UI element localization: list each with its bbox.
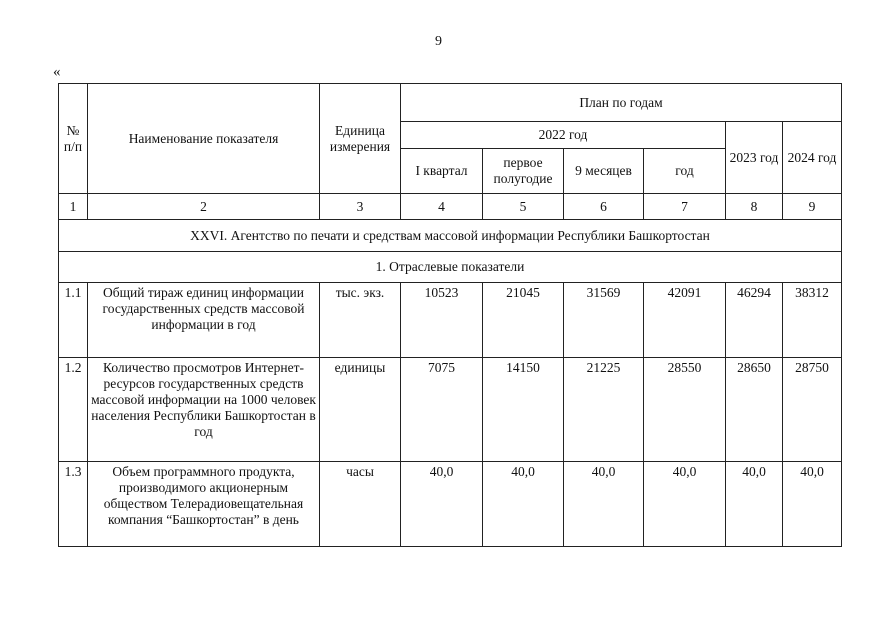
row-value-year: 42091 (644, 283, 726, 358)
col-number: 9 (783, 194, 842, 220)
row-num: 1.3 (59, 462, 88, 547)
header-row-1 (59, 84, 842, 122)
col-number: 4 (401, 194, 483, 220)
col-number: 1 (59, 194, 88, 220)
row-name: Количество просмотров Интернет-ресурсов государственных средств массовой информации на 1000 человек населения Республики Башкортостан в год (88, 358, 320, 462)
row-value-9m: 21225 (564, 358, 644, 462)
row-value-2024: 38312 (783, 283, 842, 358)
subsection-title: 1. Отраслевые показатели (59, 252, 842, 283)
row-unit: единицы (320, 358, 401, 462)
col-number: 3 (320, 194, 401, 220)
opening-quote-mark: « (53, 64, 61, 80)
row-value-q1: 7075 (401, 358, 483, 462)
row-value-half: 40,0 (483, 462, 564, 547)
row-num: 1.2 (59, 358, 88, 462)
header-year-2022: 2022 год (401, 122, 726, 149)
row-name: Объем программного продукта, производимого акционерным обществом Телерадиовещательная компания “Башкортостан” в день (88, 462, 320, 547)
row-value-year: 28550 (644, 358, 726, 462)
indicators-table (58, 83, 842, 547)
row-value-half: 21045 (483, 283, 564, 358)
row-num: 1.1 (59, 283, 88, 358)
row-unit: часы (320, 462, 401, 547)
row-value-2023: 46294 (726, 283, 783, 358)
row-value-2023: 28650 (726, 358, 783, 462)
header-num-col: № п/п (59, 84, 88, 194)
row-value-year: 40,0 (644, 462, 726, 547)
row-value-half: 14150 (483, 358, 564, 462)
row-value-q1: 40,0 (401, 462, 483, 547)
header-half-year: первое полугодие (483, 149, 564, 194)
column-numbers-row (59, 194, 842, 220)
col-number: 7 (644, 194, 726, 220)
header-year-2024: 2024 год (783, 122, 842, 194)
row-unit: тыс. экз. (320, 283, 401, 358)
header-plan-title: План по годам (401, 84, 842, 122)
col-number: 6 (564, 194, 644, 220)
col-number: 8 (726, 194, 783, 220)
row-value-9m: 40,0 (564, 462, 644, 547)
row-value-2024: 28750 (783, 358, 842, 462)
table-row (59, 358, 842, 462)
row-value-2023: 40,0 (726, 462, 783, 547)
table-row (59, 462, 842, 547)
section-row (59, 220, 842, 252)
header-unit-col: Единица измерения (320, 84, 401, 194)
table-row (59, 283, 842, 358)
row-value-2024: 40,0 (783, 462, 842, 547)
row-value-9m: 31569 (564, 283, 644, 358)
page-number: 9 (435, 34, 442, 49)
row-name: Общий тираж единиц информации государственных средств массовой информации в год (88, 283, 320, 358)
col-number: 2 (88, 194, 320, 220)
header-nine-months: 9 месяцев (564, 149, 644, 194)
row-value-q1: 10523 (401, 283, 483, 358)
col-number: 5 (483, 194, 564, 220)
header-full-year: год (644, 149, 726, 194)
subsection-row (59, 252, 842, 283)
header-year-2023: 2023 год (726, 122, 783, 194)
header-q1: I квартал (401, 149, 483, 194)
section-title: XXVI. Агентство по печати и средствам массовой информации Республики Башкортостан (59, 220, 842, 252)
header-name-col: Наименование показателя (88, 84, 320, 194)
